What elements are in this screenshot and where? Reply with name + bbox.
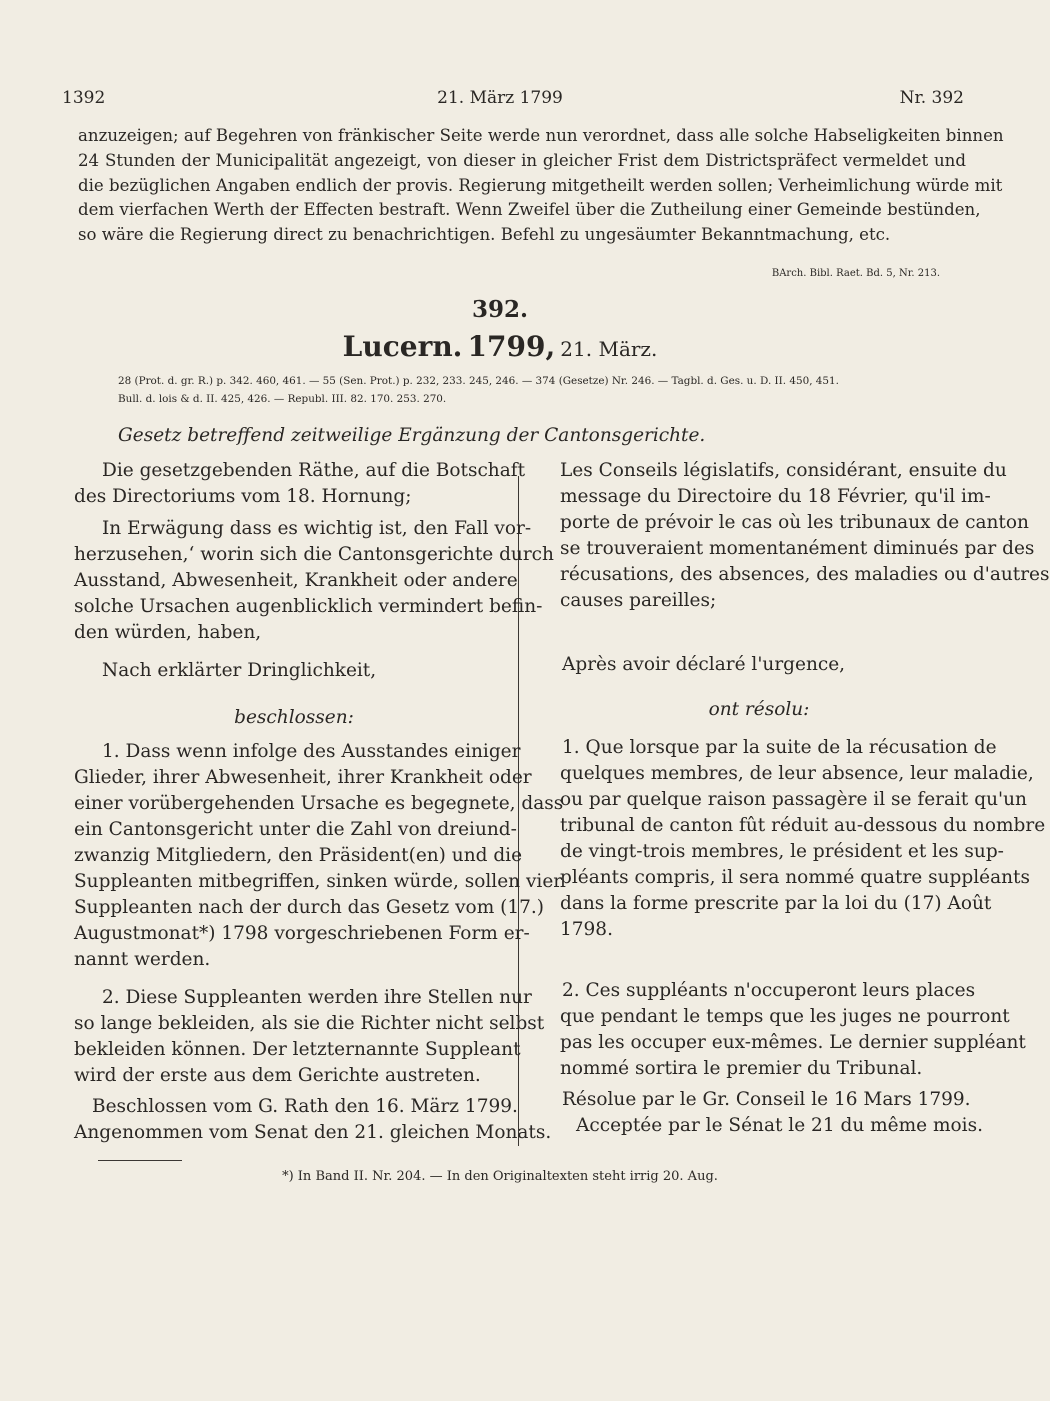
french-p3 — [560, 697, 968, 723]
text-line: solche Ursachen augenblicklich vermindert befin- — [74, 596, 543, 617]
law-title: Gesetz betreffend zeitweilige Ergänzung der Cantonsgerichte. — [118, 425, 706, 446]
text-line: message du Directoire du 18 Février, qu'il im- — [560, 486, 991, 507]
footnote-rule — [98, 1160, 182, 1161]
text-line: dans la forme prescrite par la loi du (17) Août — [560, 893, 992, 914]
text-line: Ausstand, Abwesenheit, Krankheit oder andere — [74, 570, 518, 591]
french-p5 — [560, 978, 1026, 1082]
article-heading — [0, 330, 1000, 363]
reference-line: Bull. d. lois & d. II. 425, 426. — Republ. III. 82. 170. 253. 270. — [118, 393, 447, 405]
source-citation: BArch. Bibl. Raet. Bd. 5, Nr. 213. — [771, 268, 940, 279]
german-p6 — [74, 985, 545, 1089]
text-line: ou par quelque raison passagère il se ferait qu'un — [560, 789, 1027, 810]
text-line: In Erwägung dass es wichtig ist, den Fall vor- — [102, 518, 532, 539]
text-line: ein Cantonsgericht unter die Zahl von dreiund- — [74, 819, 517, 840]
french-p6 — [560, 1087, 983, 1139]
text-line: des Directoriums vom 18. Hornung; — [74, 486, 412, 507]
text-line: beschlossen: — [234, 707, 354, 728]
intro-line: so wäre die Regierung direct zu benachrichtigen. Befehl zu ungesäumter Bekanntmachung, etc. — [78, 225, 891, 245]
text-line: Die gesetzgebenden Räthe, auf die Botschaft — [102, 460, 526, 481]
text-line: tribunal de canton fût réduit au-dessous du nombre — [560, 815, 1046, 836]
text-line: bekleiden können. Der letzternannte Suppleant — [74, 1039, 521, 1060]
german-p7 — [74, 1094, 552, 1146]
text-line: récusations, des absences, des maladies ou d'autres — [560, 564, 1050, 585]
text-line: Suppleanten nach der durch das Gesetz vom (17.) — [74, 897, 544, 918]
text-line: pléants compris, il sera nommé quatre suppléants — [560, 867, 1030, 888]
header-date: 21. März 1799 — [437, 88, 563, 108]
text-line: Acceptée par le Sénat le 21 du même mois. — [576, 1115, 983, 1136]
text-line: 1798. — [560, 919, 613, 940]
text-line: Les Conseils législatifs, considérant, ensuite du — [560, 460, 1007, 481]
text-line: se trouveraient momentanément diminués par des — [560, 538, 1035, 559]
text-line: den würden, haben, — [74, 622, 262, 643]
text-line: ont résolu: — [708, 699, 810, 720]
text-line: zwanzig Mitgliedern, den Präsident(en) und die — [74, 845, 523, 866]
text-line: Augustmonat*) 1798 vorgeschriebenen Form er- — [74, 923, 530, 944]
text-line: de vingt-trois membres, le président et les sup- — [560, 841, 1004, 862]
text-line: Après avoir déclaré l'urgence, — [562, 654, 846, 675]
text-line: 2. Diese Suppleanten werden ihre Stellen nur — [102, 987, 532, 1008]
german-p2 — [74, 516, 554, 646]
french-p1 — [560, 458, 1050, 614]
header-number: Nr. 392 — [899, 88, 964, 108]
article-year: 1799, — [467, 330, 556, 363]
text-line: 1. Dass wenn infolge des Ausstandes einiger — [102, 741, 521, 762]
page-number: 1392 — [62, 88, 106, 108]
article-date: 21. März. — [560, 337, 658, 361]
text-line: Résolue par le Gr. Conseil le 16 Mars 1799. — [562, 1089, 971, 1110]
text-line: pas les occuper eux-mêmes. Le dernier suppléant — [560, 1032, 1026, 1053]
german-p5 — [74, 739, 564, 973]
text-line: Suppleanten mitbegriffen, sinken würde, sollen vier — [74, 871, 563, 892]
footnote: *) In Band II. Nr. 204. — In den Originaltexten steht irrig 20. Aug. — [282, 1169, 718, 1184]
article-place: Lucern. — [342, 330, 463, 363]
references — [118, 372, 938, 408]
text-line: einer vorübergehenden Ursache es begegnete, dass — [74, 793, 564, 814]
intro-line: 24 Stunden der Municipalität angezeigt, von dieser in gleicher Frist dem Districtspräfect vermeldet und — [78, 150, 966, 170]
text-line: Angenommen vom Senat den 21. gleichen Monats. — [74, 1122, 552, 1143]
text-line: causes pareilles; — [560, 590, 717, 611]
reference-line: 28 (Prot. d. gr. R.) p. 342. 460, 461. — 55 (Sen. Prot.) p. 232, 233. 245, 246. — 374 (Gesetze) Nr. 246. — Tagbl. d. Ges. u. D. II. 450, 451. — [118, 375, 839, 387]
intro-line: dem vierfachen Werth der Effecten bestraft. Wenn Zweifel über die Zutheilung einer Gemeinde bestünden, — [78, 200, 981, 220]
text-line: wird der erste aus dem Gerichte austreten. — [74, 1065, 481, 1086]
text-line: 2. Ces suppléants n'occuperont leurs places — [562, 980, 976, 1001]
german-p1 — [74, 458, 526, 510]
german-p4 — [74, 705, 514, 731]
german-p3 — [74, 658, 514, 684]
text-line: quelques membres, de leur absence, leur maladie, — [560, 763, 1034, 784]
article-number: 392. — [471, 296, 529, 323]
text-line: Glieder, ihrer Abwesenheit, ihrer Krankheit oder — [74, 767, 532, 788]
french-p2 — [560, 652, 968, 678]
text-line: nommé sortira le premier du Tribunal. — [560, 1058, 923, 1079]
french-p4 — [560, 735, 1046, 943]
intro-line: die bezüglichen Angaben endlich der provis. Regierung mitgetheilt werden sollen; Verheimlichung würde mit — [78, 175, 1003, 195]
text-line: so lange bekleiden, als sie die Richter nicht selbst — [74, 1013, 545, 1034]
intro-paragraph — [78, 124, 1004, 248]
text-line: herzusehen,ʻ worin sich die Cantonsgerichte durch — [74, 544, 554, 565]
text-line: 1. Que lorsque par la suite de la récusation de — [562, 737, 997, 758]
text-line: nannt werden. — [74, 949, 211, 970]
text-line: que pendant le temps que les juges ne pourront — [560, 1006, 1010, 1027]
text-line: porte de prévoir le cas où les tribunaux de canton — [560, 512, 1029, 533]
text-line: Nach erklärter Dringlichkeit, — [102, 660, 377, 681]
intro-line: anzuzeigen; auf Begehren von fränkischer Seite werde nun verordnet, dass alle solche Habseligkeiten binnen — [78, 126, 1004, 145]
text-line: Beschlossen vom G. Rath den 16. März 1799. — [92, 1096, 518, 1117]
